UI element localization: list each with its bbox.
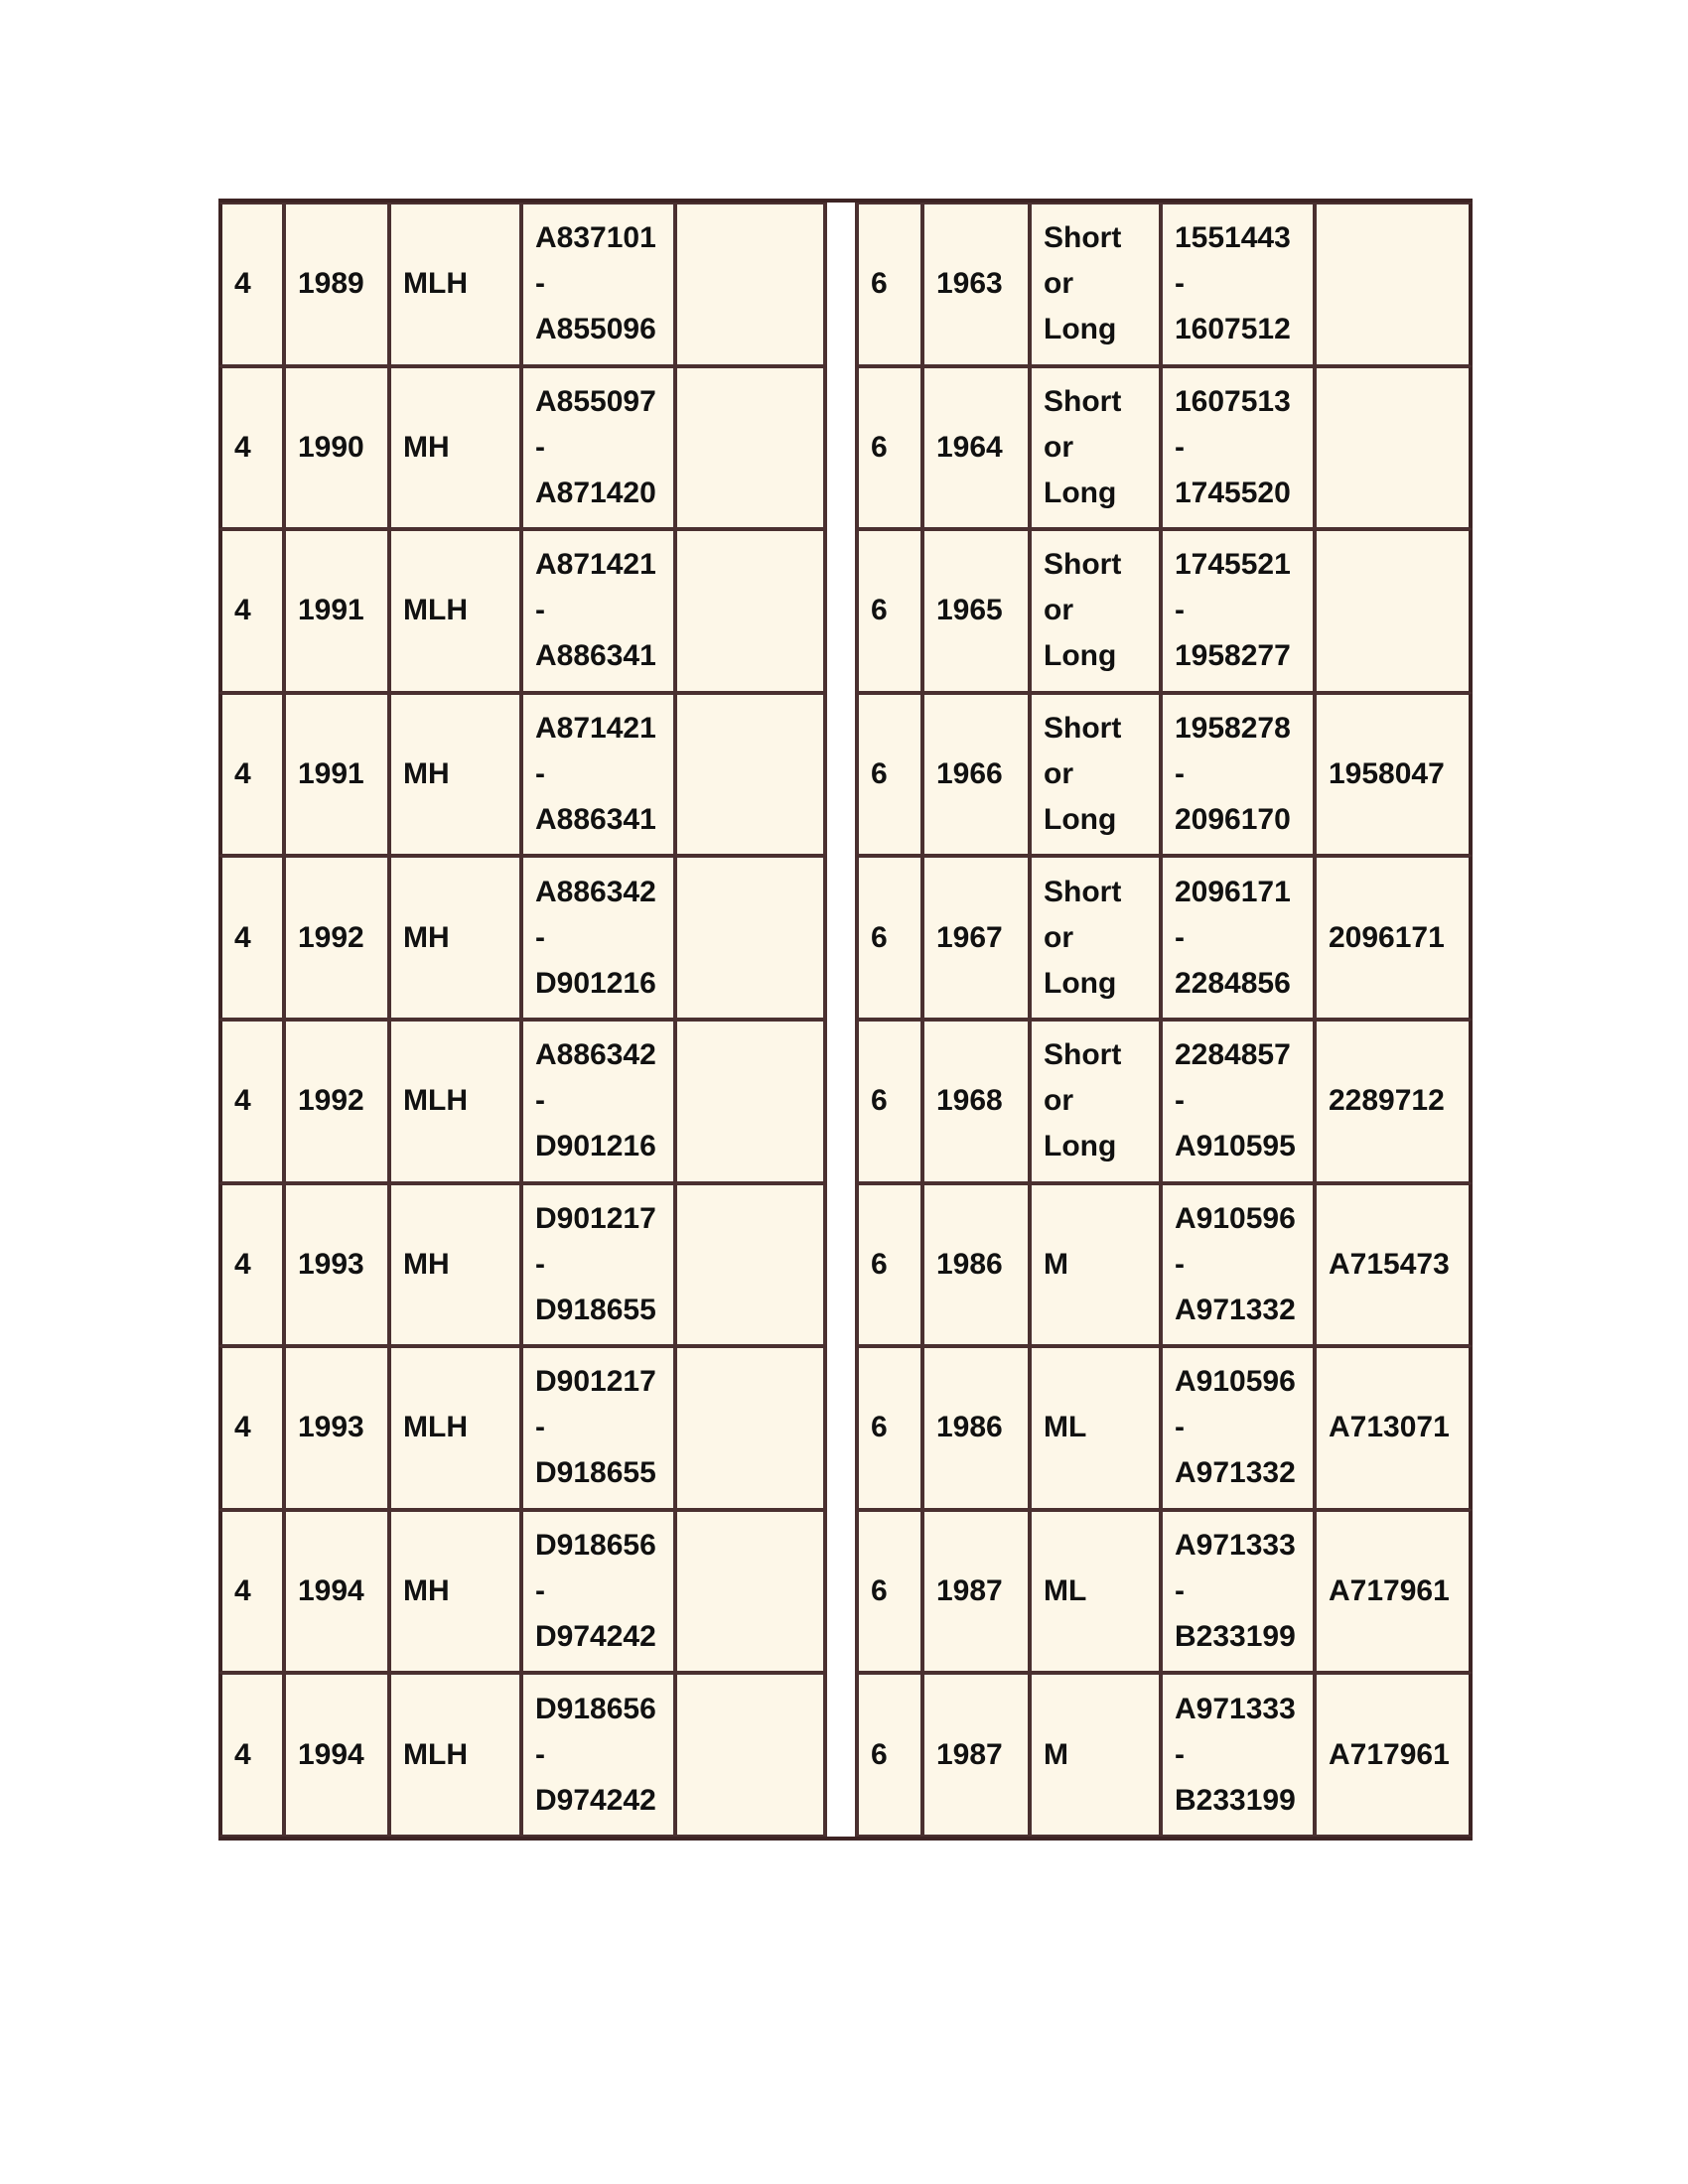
left-year-cell: 1994 bbox=[284, 1673, 389, 1837]
left-serial-range-cell bbox=[521, 1673, 675, 1837]
right-cylinders-cell: 6 bbox=[857, 693, 922, 857]
column-gap bbox=[825, 1673, 857, 1837]
right-model-cell-line: Long bbox=[1044, 639, 1117, 673]
right-model-cell-line: Long bbox=[1044, 966, 1117, 1000]
column-gap bbox=[825, 856, 857, 1020]
right-serial-range-cell bbox=[1161, 693, 1315, 857]
left-cylinders-cell: 4 bbox=[218, 1346, 284, 1510]
right-model-cell bbox=[1030, 1020, 1161, 1183]
table-row bbox=[218, 529, 1473, 693]
left-serial-range-cell-line: A886342 bbox=[535, 875, 656, 908]
left-serial-range-cell bbox=[521, 203, 675, 366]
column-gap bbox=[825, 1183, 857, 1347]
left-serial-range-cell-line: D901216 bbox=[535, 966, 656, 1000]
left-serial-range-cell-line: - bbox=[535, 1247, 545, 1281]
right-model-cell-line: or bbox=[1044, 920, 1073, 954]
right-serial-range-cell-line: - bbox=[1175, 1247, 1185, 1281]
right-model-cell bbox=[1030, 366, 1161, 530]
right-model-cell-line: Short bbox=[1044, 221, 1122, 255]
left-serial-range-cell-line: - bbox=[535, 594, 545, 627]
right-model-cell bbox=[1030, 1510, 1161, 1674]
right-model-cell bbox=[1030, 203, 1161, 366]
right-serial-range-cell-line: A971333 bbox=[1175, 1692, 1296, 1725]
left-extra-cell bbox=[675, 1510, 825, 1674]
right-model-cell-line: M bbox=[1044, 1737, 1068, 1771]
left-extra-cell bbox=[675, 1020, 825, 1183]
right-cylinders-cell: 6 bbox=[857, 1346, 922, 1510]
right-serial-range-cell-line: - bbox=[1175, 1737, 1185, 1771]
right-model-cell-line: Long bbox=[1044, 803, 1117, 837]
left-cylinders-cell: 4 bbox=[218, 1510, 284, 1674]
table-row bbox=[218, 203, 1473, 366]
left-year-cell: 1993 bbox=[284, 1183, 389, 1347]
right-cylinders-cell: 6 bbox=[857, 366, 922, 530]
left-serial-range-cell-line: D918656 bbox=[535, 1692, 656, 1725]
left-serial-range-cell-line: A886341 bbox=[535, 803, 656, 837]
left-serial-range-cell-line: A886341 bbox=[535, 639, 656, 673]
left-serial-range-cell-line: A855097 bbox=[535, 384, 656, 418]
left-model-cell: MLH bbox=[389, 1020, 521, 1183]
left-year-cell: 1992 bbox=[284, 1020, 389, 1183]
left-serial-range-cell-line: D974242 bbox=[535, 1783, 656, 1817]
left-serial-range-cell-line: - bbox=[535, 1737, 545, 1771]
column-gap bbox=[825, 366, 857, 530]
left-serial-range-cell-line: D918656 bbox=[535, 1529, 656, 1563]
right-serial-range-cell-line: A910596 bbox=[1175, 1365, 1296, 1399]
right-model-cell-line: M bbox=[1044, 1247, 1068, 1281]
table-row bbox=[218, 1346, 1473, 1510]
right-cylinders-cell: 6 bbox=[857, 1183, 922, 1347]
right-extra-cell: 2096171 bbox=[1315, 856, 1473, 1020]
left-cylinders-cell: 4 bbox=[218, 203, 284, 366]
right-model-cell-line: Long bbox=[1044, 476, 1117, 509]
left-extra-cell bbox=[675, 1346, 825, 1510]
right-year-cell: 1967 bbox=[922, 856, 1030, 1020]
right-serial-range-cell-line: 1745520 bbox=[1175, 476, 1291, 509]
table-row bbox=[218, 1183, 1473, 1347]
right-model-cell-line: or bbox=[1044, 757, 1073, 791]
right-model-cell-line: Short bbox=[1044, 875, 1122, 908]
column-gap bbox=[825, 529, 857, 693]
left-serial-range-cell-line: - bbox=[535, 757, 545, 791]
right-model-cell-line: ML bbox=[1044, 1574, 1087, 1608]
right-cylinders-cell: 6 bbox=[857, 1510, 922, 1674]
left-extra-cell bbox=[675, 366, 825, 530]
left-serial-range-cell-line: D901217 bbox=[535, 1365, 656, 1399]
left-serial-range-cell-line: D901217 bbox=[535, 1201, 656, 1235]
left-model-cell: MH bbox=[389, 1510, 521, 1674]
right-model-cell bbox=[1030, 1183, 1161, 1347]
table-row bbox=[218, 1510, 1473, 1674]
left-cylinders-cell: 4 bbox=[218, 366, 284, 530]
right-model-cell-line: ML bbox=[1044, 1411, 1087, 1444]
left-serial-range-cell bbox=[521, 529, 675, 693]
left-model-cell: MH bbox=[389, 693, 521, 857]
right-serial-range-cell-line: 1958277 bbox=[1175, 639, 1291, 673]
left-model-cell: MLH bbox=[389, 1673, 521, 1837]
right-cylinders-cell: 6 bbox=[857, 1673, 922, 1837]
right-serial-range-cell bbox=[1161, 1673, 1315, 1837]
left-model-cell: MH bbox=[389, 1183, 521, 1347]
right-serial-range-cell bbox=[1161, 1183, 1315, 1347]
column-gap bbox=[825, 1510, 857, 1674]
right-year-cell: 1963 bbox=[922, 203, 1030, 366]
left-serial-range-cell bbox=[521, 856, 675, 1020]
right-cylinders-cell: 6 bbox=[857, 529, 922, 693]
right-year-cell: 1986 bbox=[922, 1346, 1030, 1510]
left-serial-range-cell-line: - bbox=[535, 1574, 545, 1608]
right-serial-range-cell-line: A971332 bbox=[1175, 1293, 1296, 1326]
right-extra-cell bbox=[1315, 366, 1473, 530]
right-serial-range-cell-line: A910595 bbox=[1175, 1130, 1296, 1163]
table-body bbox=[218, 203, 1473, 1837]
left-model-cell: MLH bbox=[389, 529, 521, 693]
right-serial-range-cell-line: - bbox=[1175, 920, 1185, 954]
left-year-cell: 1993 bbox=[284, 1346, 389, 1510]
right-serial-range-cell-line: 1551443 bbox=[1175, 221, 1291, 255]
right-serial-range-cell-line: - bbox=[1175, 1574, 1185, 1608]
left-serial-range-cell-line: - bbox=[535, 430, 545, 464]
right-year-cell: 1968 bbox=[922, 1020, 1030, 1183]
right-serial-range-cell-line: 2096171 bbox=[1175, 875, 1291, 908]
right-model-cell-line: Short bbox=[1044, 384, 1122, 418]
left-year-cell: 1991 bbox=[284, 529, 389, 693]
left-cylinders-cell: 4 bbox=[218, 1673, 284, 1837]
table-row bbox=[218, 1020, 1473, 1183]
right-extra-cell: A713071 bbox=[1315, 1346, 1473, 1510]
table-row bbox=[218, 366, 1473, 530]
serial-number-table bbox=[218, 199, 1473, 1841]
right-serial-range-cell-line: - bbox=[1175, 430, 1185, 464]
left-cylinders-cell: 4 bbox=[218, 693, 284, 857]
left-extra-cell bbox=[675, 203, 825, 366]
right-year-cell: 1964 bbox=[922, 366, 1030, 530]
left-year-cell: 1991 bbox=[284, 693, 389, 857]
table-row bbox=[218, 693, 1473, 857]
right-serial-range-cell-line: A910596 bbox=[1175, 1201, 1296, 1235]
left-serial-range-cell-line: D901216 bbox=[535, 1130, 656, 1163]
right-serial-range-cell-line: - bbox=[1175, 1411, 1185, 1444]
right-cylinders-cell: 6 bbox=[857, 856, 922, 1020]
left-cylinders-cell: 4 bbox=[218, 1020, 284, 1183]
right-year-cell: 1986 bbox=[922, 1183, 1030, 1347]
left-model-cell: MLH bbox=[389, 203, 521, 366]
left-serial-range-cell-line: - bbox=[535, 1411, 545, 1444]
right-extra-cell: A717961 bbox=[1315, 1673, 1473, 1837]
right-extra-cell: 1958047 bbox=[1315, 693, 1473, 857]
column-gap bbox=[825, 1346, 857, 1510]
right-serial-range-cell-line: 1607512 bbox=[1175, 313, 1291, 346]
left-model-cell: MLH bbox=[389, 1346, 521, 1510]
right-extra-cell: 2289712 bbox=[1315, 1020, 1473, 1183]
left-serial-range-cell-line: A871421 bbox=[535, 548, 656, 582]
right-cylinders-cell: 6 bbox=[857, 1020, 922, 1183]
right-model-cell-line: or bbox=[1044, 1084, 1073, 1118]
left-serial-range-cell-line: A871421 bbox=[535, 712, 656, 746]
left-serial-range-cell-line: - bbox=[535, 267, 545, 301]
right-model-cell-line: Long bbox=[1044, 313, 1117, 346]
right-serial-range-cell-line: 1607513 bbox=[1175, 384, 1291, 418]
column-gap bbox=[825, 1020, 857, 1183]
left-serial-range-cell bbox=[521, 1510, 675, 1674]
left-cylinders-cell: 4 bbox=[218, 856, 284, 1020]
right-serial-range-cell-line: - bbox=[1175, 757, 1185, 791]
right-serial-range-cell-line: 2284857 bbox=[1175, 1038, 1291, 1072]
left-serial-range-cell-line: A871420 bbox=[535, 476, 656, 509]
left-extra-cell bbox=[675, 856, 825, 1020]
left-cylinders-cell: 4 bbox=[218, 1183, 284, 1347]
right-model-cell-line: Long bbox=[1044, 1130, 1117, 1163]
left-serial-range-cell-line: A837101 bbox=[535, 221, 656, 255]
left-serial-range-cell-line: - bbox=[535, 920, 545, 954]
right-serial-range-cell-line: 2284856 bbox=[1175, 966, 1291, 1000]
right-model-cell-line: or bbox=[1044, 430, 1073, 464]
right-model-cell bbox=[1030, 1346, 1161, 1510]
right-serial-range-cell bbox=[1161, 529, 1315, 693]
right-serial-range-cell-line: 1745521 bbox=[1175, 548, 1291, 582]
left-serial-range-cell bbox=[521, 1183, 675, 1347]
left-serial-range-cell-line: D974242 bbox=[535, 1620, 656, 1654]
right-model-cell-line: Short bbox=[1044, 548, 1122, 582]
left-year-cell: 1992 bbox=[284, 856, 389, 1020]
left-serial-range-cell bbox=[521, 366, 675, 530]
left-year-cell: 1989 bbox=[284, 203, 389, 366]
right-serial-range-cell bbox=[1161, 1346, 1315, 1510]
left-extra-cell bbox=[675, 529, 825, 693]
right-serial-range-cell bbox=[1161, 203, 1315, 366]
left-model-cell: MH bbox=[389, 856, 521, 1020]
right-serial-range-cell bbox=[1161, 856, 1315, 1020]
left-cylinders-cell: 4 bbox=[218, 529, 284, 693]
left-serial-range-cell-line: A886342 bbox=[535, 1038, 656, 1072]
right-model-cell-line: or bbox=[1044, 594, 1073, 627]
right-model-cell bbox=[1030, 1673, 1161, 1837]
right-model-cell bbox=[1030, 693, 1161, 857]
right-serial-range-cell-line: - bbox=[1175, 594, 1185, 627]
left-model-cell: MH bbox=[389, 366, 521, 530]
column-gap bbox=[825, 203, 857, 366]
left-serial-range-cell bbox=[521, 1346, 675, 1510]
right-model-cell bbox=[1030, 856, 1161, 1020]
right-model-cell bbox=[1030, 529, 1161, 693]
left-extra-cell bbox=[675, 693, 825, 857]
right-model-cell-line: or bbox=[1044, 267, 1073, 301]
right-serial-range-cell-line: - bbox=[1175, 267, 1185, 301]
right-model-cell-line: Short bbox=[1044, 712, 1122, 746]
right-year-cell: 1966 bbox=[922, 693, 1030, 857]
right-model-cell-line: Short bbox=[1044, 1038, 1122, 1072]
column-gap bbox=[825, 693, 857, 857]
right-serial-range-cell-line: B233199 bbox=[1175, 1620, 1296, 1654]
right-year-cell: 1965 bbox=[922, 529, 1030, 693]
left-serial-range-cell bbox=[521, 1020, 675, 1183]
left-serial-range-cell bbox=[521, 693, 675, 857]
left-year-cell: 1994 bbox=[284, 1510, 389, 1674]
right-serial-range-cell-line: A971332 bbox=[1175, 1456, 1296, 1490]
right-serial-range-cell-line: A971333 bbox=[1175, 1529, 1296, 1563]
left-serial-range-cell-line: A855096 bbox=[535, 313, 656, 346]
right-extra-cell: A715473 bbox=[1315, 1183, 1473, 1347]
right-cylinders-cell: 6 bbox=[857, 203, 922, 366]
left-serial-range-cell-line: D918655 bbox=[535, 1456, 656, 1490]
left-serial-range-cell-line: - bbox=[535, 1084, 545, 1118]
left-year-cell: 1990 bbox=[284, 366, 389, 530]
right-serial-range-cell-line: B233199 bbox=[1175, 1783, 1296, 1817]
table-row bbox=[218, 856, 1473, 1020]
left-serial-range-cell-line: D918655 bbox=[535, 1293, 656, 1326]
right-serial-range-cell-line: 2096170 bbox=[1175, 803, 1291, 837]
right-year-cell: 1987 bbox=[922, 1673, 1030, 1837]
table-row bbox=[218, 1673, 1473, 1837]
right-serial-range-cell-line: 1958278 bbox=[1175, 712, 1291, 746]
left-extra-cell bbox=[675, 1183, 825, 1347]
right-serial-range-cell-line: - bbox=[1175, 1084, 1185, 1118]
right-serial-range-cell bbox=[1161, 1510, 1315, 1674]
right-year-cell: 1987 bbox=[922, 1510, 1030, 1674]
right-extra-cell: A717961 bbox=[1315, 1510, 1473, 1674]
right-serial-range-cell bbox=[1161, 1020, 1315, 1183]
right-serial-range-cell bbox=[1161, 366, 1315, 530]
right-extra-cell bbox=[1315, 529, 1473, 693]
left-extra-cell bbox=[675, 1673, 825, 1837]
right-extra-cell bbox=[1315, 203, 1473, 366]
